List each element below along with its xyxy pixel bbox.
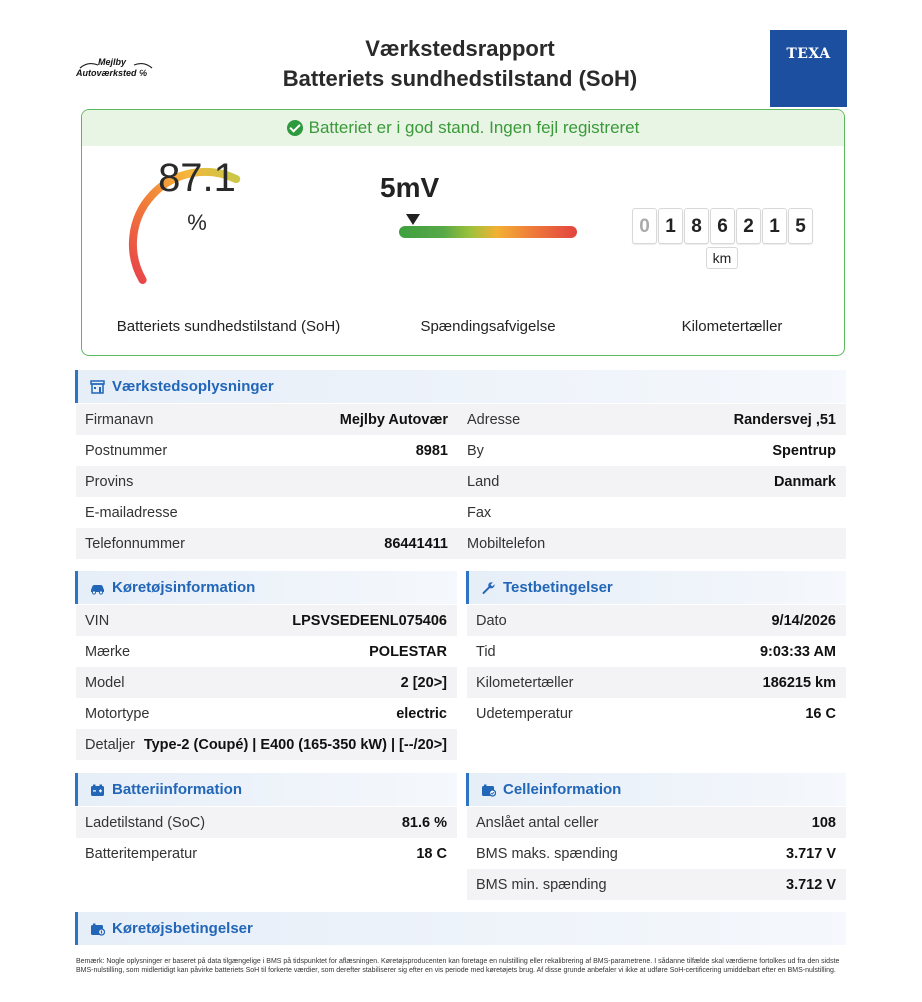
field-value: 108 — [811, 814, 836, 831]
odometer-unit: km — [706, 247, 738, 269]
status-banner — [82, 110, 844, 146]
table-row — [76, 435, 458, 466]
table-row — [458, 404, 846, 435]
test-section-header — [466, 571, 846, 604]
table-row — [467, 869, 846, 900]
odometer-digit: 1 — [658, 208, 683, 244]
field-label: Mobiltelefon — [467, 535, 546, 552]
battery-section-header — [75, 773, 457, 806]
field-value: Randersvej ,51 — [733, 411, 836, 428]
field-label: Tid — [476, 643, 496, 660]
table-row — [76, 605, 457, 636]
field-value: Mejlby Autovær — [339, 411, 448, 428]
table-row — [467, 807, 846, 838]
soh-label: Batteriets sundhedstilstand (SoH) — [116, 318, 341, 335]
workshop-section-title: Værkstedsoplysninger — [112, 378, 274, 395]
odometer-label: Kilometertæller — [681, 318, 783, 335]
table-row — [467, 636, 846, 667]
field-value: Danmark — [773, 473, 836, 490]
table-row — [467, 698, 846, 729]
vehicle-section-header — [75, 571, 457, 604]
test-table — [467, 605, 846, 729]
report-subtitle: Batteriets sundhedstilstand (SoH) — [282, 66, 638, 91]
field-label: VIN — [85, 612, 110, 629]
check-circle-icon — [287, 120, 303, 136]
battery-table — [76, 807, 457, 869]
table-row — [76, 404, 458, 435]
field-label: Motortype — [85, 705, 150, 722]
field-value: 86441411 — [384, 535, 448, 552]
vehicle-table — [76, 605, 457, 760]
workshop-table-right — [458, 404, 846, 559]
field-value: electric — [396, 705, 447, 722]
wrench-icon — [481, 581, 496, 595]
table-row — [458, 528, 846, 559]
table-row — [467, 667, 846, 698]
field-value: 186215 km — [762, 674, 836, 691]
summary-card — [81, 109, 845, 356]
voltage-deviation-marker — [406, 214, 420, 225]
field-label: Kilometertæller — [476, 674, 574, 691]
field-label: Batteritemperatur — [85, 845, 198, 862]
odometer-digit: 8 — [684, 208, 709, 244]
table-row — [76, 698, 457, 729]
table-row — [458, 435, 846, 466]
field-label: Ladetilstand (SoC) — [85, 814, 206, 831]
voltage-deviation-value: 5mV — [380, 172, 440, 203]
table-row — [458, 466, 846, 497]
voltage-deviation-bar — [399, 226, 577, 238]
conditions-section-header — [75, 912, 846, 945]
workshop-logo — [76, 57, 156, 81]
field-value: Type-2 (Coupé) | E400 (165-350 kW) | [--/20>] — [143, 736, 447, 753]
battery-icon — [90, 783, 105, 797]
soh-unit: % — [187, 210, 207, 235]
logo-name: Mejlby — [98, 57, 127, 67]
odometer-display — [632, 208, 814, 244]
voltage-deviation-label: Spændingsafvigelse — [420, 318, 556, 335]
status-text: Batteriet er i god stand. Ingen fejl registreret — [308, 118, 640, 137]
field-label: Adresse — [467, 411, 521, 428]
table-row — [76, 497, 458, 528]
table-row — [76, 838, 457, 869]
table-row — [76, 466, 458, 497]
field-value: 3.717 V — [786, 845, 836, 862]
table-row — [76, 807, 457, 838]
field-label: Mærke — [85, 643, 131, 660]
conditions-section-title: Køretøjsbetingelser — [112, 920, 253, 937]
cells-section-header — [466, 773, 846, 806]
table-row — [76, 729, 457, 760]
test-section-title: Testbetingelser — [503, 579, 613, 596]
building-icon — [90, 380, 105, 394]
table-row — [467, 838, 846, 869]
report-title-block — [200, 34, 720, 94]
field-value: 9/14/2026 — [771, 612, 836, 629]
field-label: BMS maks. spænding — [476, 845, 618, 862]
table-row — [76, 636, 457, 667]
odometer-digit: 0 — [632, 208, 657, 244]
field-value: 8981 — [415, 442, 448, 459]
odometer-digit: 6 — [710, 208, 735, 244]
workshop-section-header — [75, 370, 846, 403]
field-label: Fax — [467, 504, 492, 521]
field-label: Udetemperatur — [476, 705, 573, 722]
soh-value: 87.1 — [158, 156, 236, 200]
cells-table — [467, 807, 846, 900]
table-row — [76, 667, 457, 698]
odometer-digit: 1 — [762, 208, 787, 244]
field-value: LPSVSEDEENL075406 — [292, 612, 447, 629]
workshop-table-left — [76, 404, 458, 559]
odometer-digit: 2 — [736, 208, 761, 244]
field-label: Dato — [476, 612, 507, 629]
brand-logo: TEXA — [770, 30, 847, 107]
field-label: Firmanavn — [85, 411, 154, 428]
cells-section-title: Celleinformation — [503, 781, 622, 798]
field-label: Anslået antal celler — [476, 814, 599, 831]
field-label: BMS min. spænding — [476, 876, 607, 893]
field-label: Telefonnummer — [85, 535, 185, 552]
field-label: Provins — [85, 473, 134, 490]
field-value: 9:03:33 AM — [759, 643, 836, 660]
logo-subtitle: Autoværksted ℅ — [76, 68, 147, 78]
vehicle-section-title: Køretøjsinformation — [112, 579, 256, 596]
field-value: 16 C — [805, 705, 836, 722]
table-row — [458, 497, 846, 528]
car-battery-icon — [90, 922, 105, 936]
field-label: Postnummer — [85, 442, 168, 459]
report-title: Værkstedsrapport — [365, 36, 555, 61]
field-value: 81.6 % — [401, 814, 447, 831]
field-value: Spentrup — [772, 442, 836, 459]
car-icon — [90, 581, 105, 595]
field-label: Model — [85, 674, 125, 691]
table-row — [467, 605, 846, 636]
field-value: 3.712 V — [786, 876, 836, 893]
field-label: Land — [467, 473, 500, 490]
cell-battery-icon — [481, 783, 496, 797]
battery-section-title: Batteriinformation — [112, 781, 243, 798]
field-value: POLESTAR — [369, 643, 447, 660]
disclaimer-note: Bemærk: Nogle oplysninger er baseret på data tilgængelige i BMS på tidspunktet for aflæsningen. Køretøjsproducenten kan foretage en nulstilling eller rekalibrering af BMS-parametrene. I sådanne tilfælde skal værdierne fortolkes ud fra den sidste BMS-nulstilling, som midlertidigt kan påvirke batteriets SoH til forkerte værdier, som derefter stabiliserer sig efter en vis periode med køretøjets brug. Af disse grunde anbefaler vi ikke at udføre SoH-certificering umiddelbart efter en BMS-nulstilling. — [76, 958, 840, 974]
field-value: 18 C — [416, 845, 447, 862]
field-value: 2 [20>] — [400, 674, 447, 691]
field-label: By — [467, 442, 484, 459]
table-row — [76, 528, 458, 559]
field-label: E-mailadresse — [85, 504, 178, 521]
field-label: Detaljer — [85, 736, 135, 753]
odometer-digit: 5 — [788, 208, 813, 244]
